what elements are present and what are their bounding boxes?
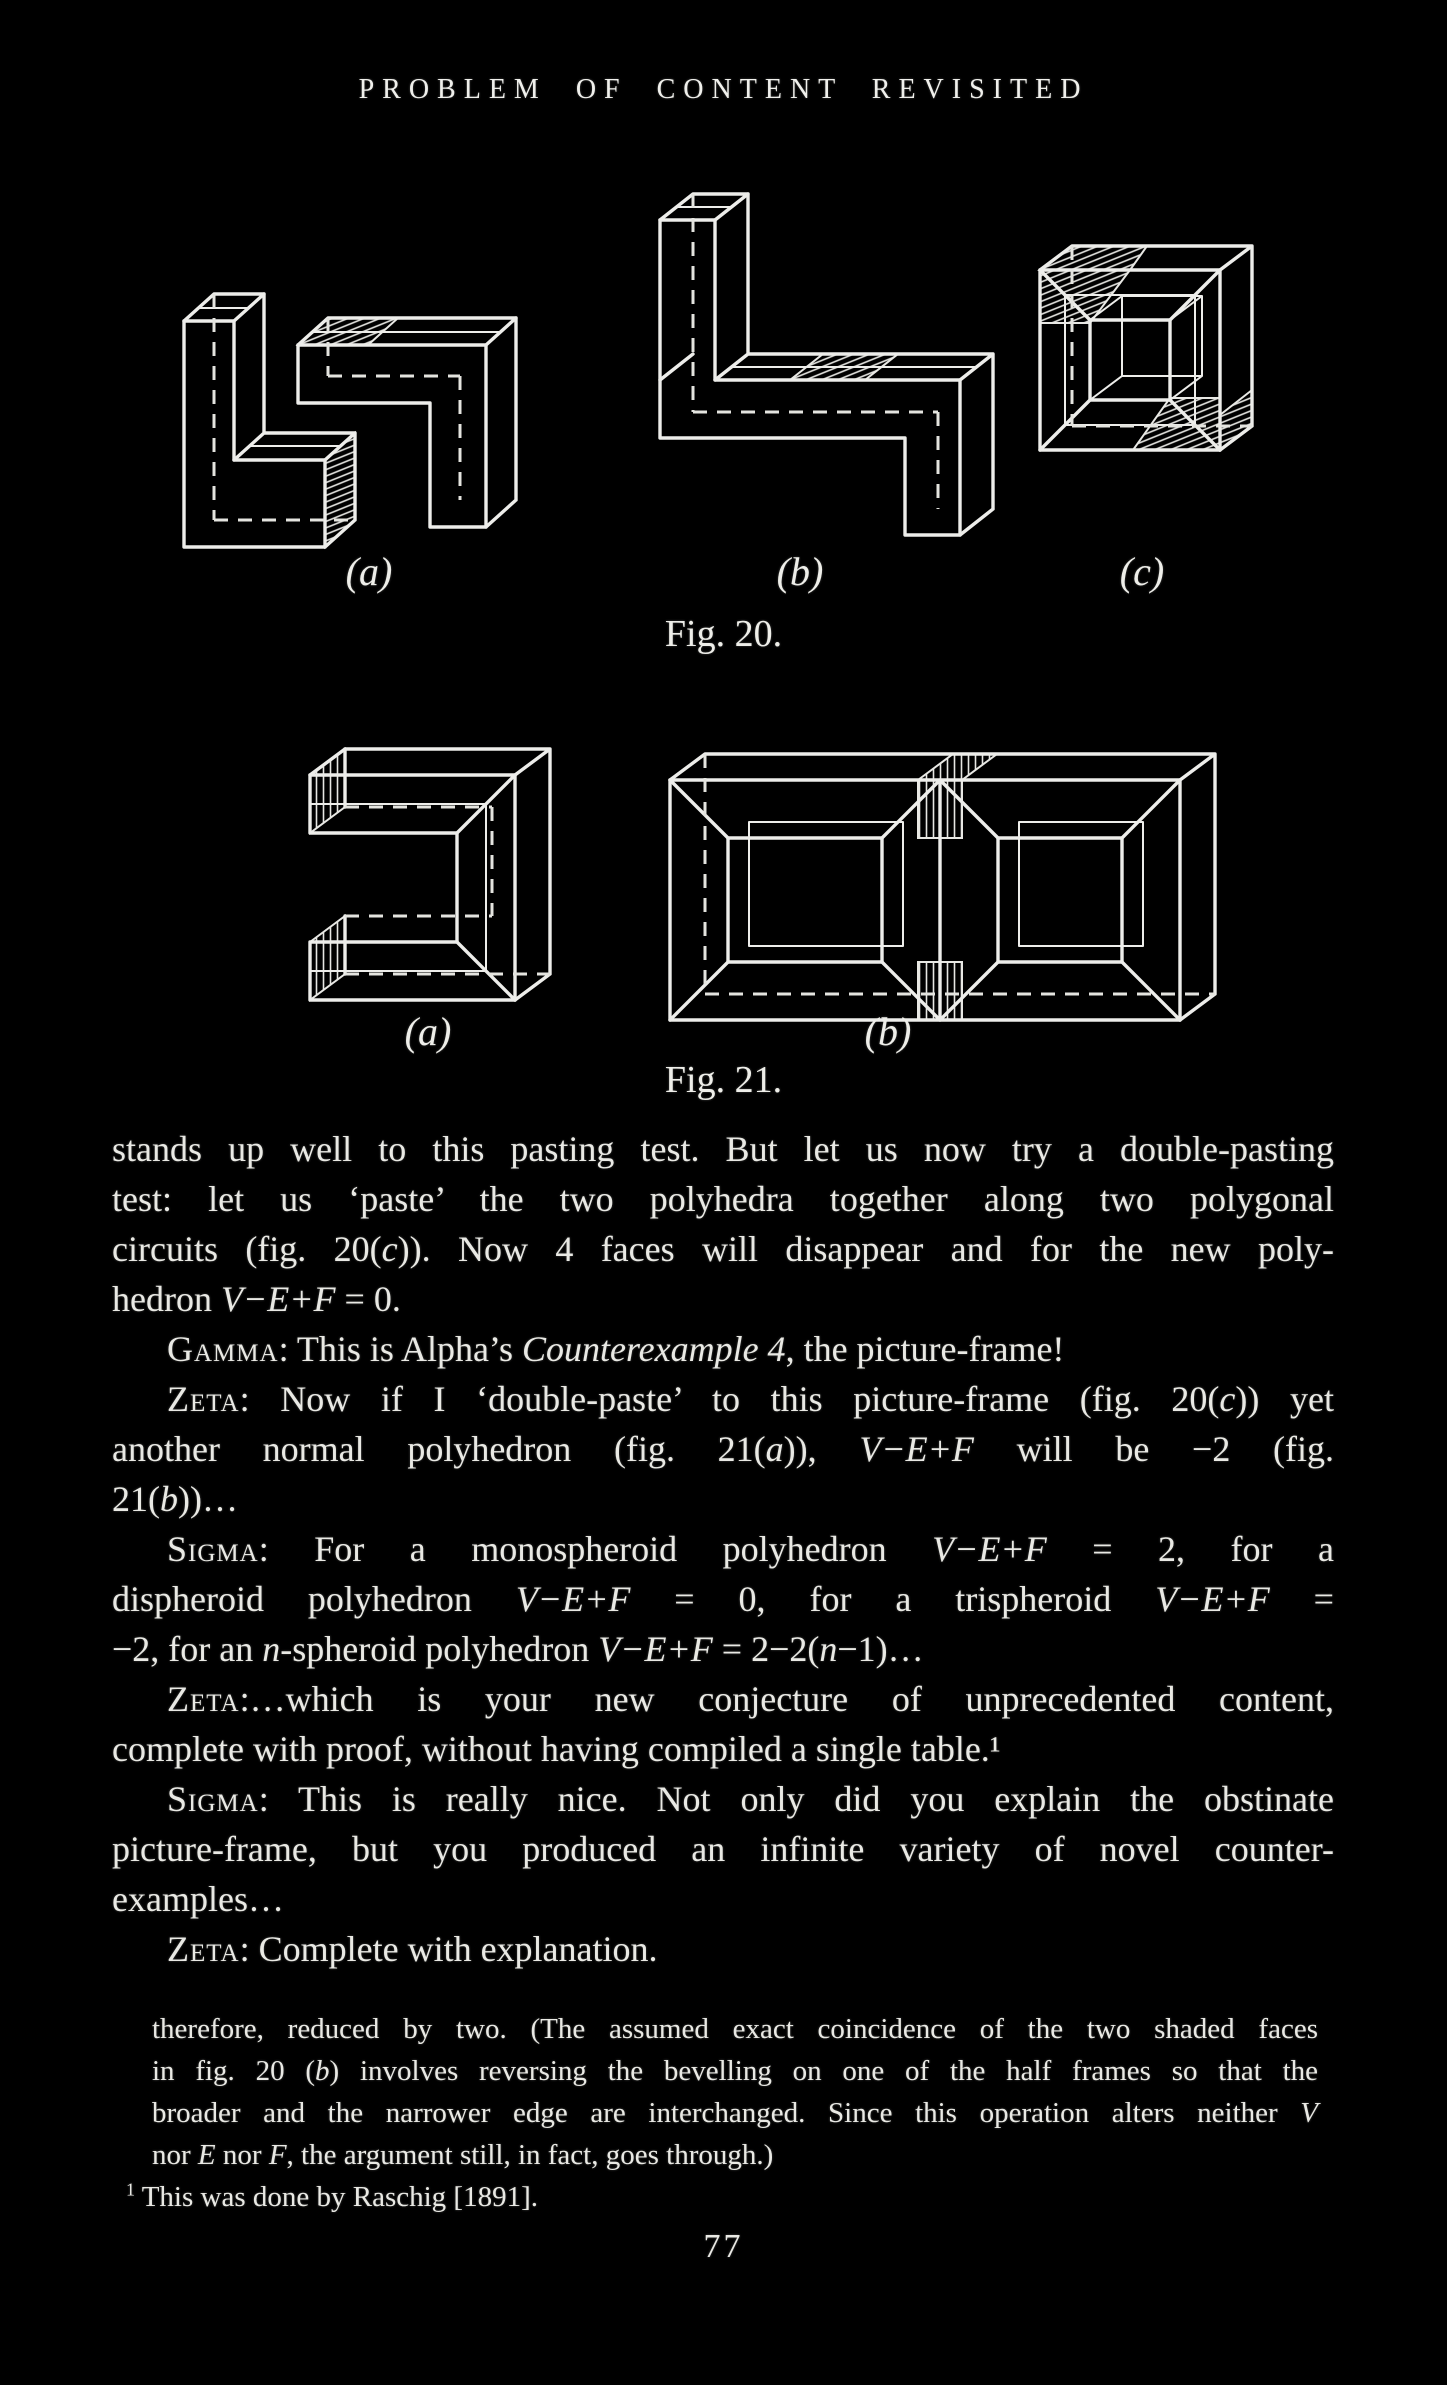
fig20a-half-frames-drawing xyxy=(175,275,535,570)
text-segment: another normal polyhedron (fig. 21( xyxy=(112,1429,766,1469)
running-head: PROBLEM OF CONTENT REVISITED xyxy=(358,74,1089,105)
text-segment: = xyxy=(1269,1579,1334,1619)
text-line xyxy=(112,1374,1334,1424)
text-segment: therefore, reduced by two. (The assumed exact coincidence of the two shaded faces xyxy=(152,2013,1318,2045)
text-segment: circuits (fig. 20( xyxy=(112,1229,382,1269)
text-segment: V−E+F xyxy=(932,1529,1047,1569)
text-segment: a xyxy=(765,1429,784,1469)
text-segment: Sigma xyxy=(167,1529,259,1569)
text-segment: V xyxy=(1300,2097,1318,2129)
text-segment: : For a monospheroid polyhedron xyxy=(258,1529,933,1569)
footnote-line xyxy=(152,2008,1318,2050)
text-segment: c xyxy=(381,1229,398,1269)
text-line xyxy=(112,1324,1334,1374)
fig21-caption: Fig. 21. xyxy=(664,1059,783,1101)
fig20-label-c: (c) xyxy=(1119,549,1165,594)
fig20b-pasted-half-frames-drawing xyxy=(595,190,1015,555)
text-segment: hedron xyxy=(112,1279,221,1319)
text-segment: test: let us ‘paste’ the two polyhedra together along two polygonal xyxy=(112,1179,1334,1219)
text-segment: n xyxy=(262,1629,281,1669)
text-segment: : This is really nice. Not only did you explain the obstinate xyxy=(258,1779,1334,1819)
text-segment: picture-frame, but you produced an infinite variety of novel counter- xyxy=(112,1829,1334,1869)
text-segment: ))… xyxy=(178,1479,238,1519)
text-line xyxy=(112,1774,1334,1824)
text-line xyxy=(112,1724,1334,1774)
fig21-label-b: (b) xyxy=(864,1009,912,1054)
fig20-label-b: (b) xyxy=(776,549,824,594)
text-segment: )). Now 4 faces will disappear and for the new poly- xyxy=(397,1229,1334,1269)
text-segment: Sigma xyxy=(167,1779,259,1819)
fig21-label-a: (a) xyxy=(404,1009,452,1054)
footnote-line xyxy=(126,2176,1318,2218)
text-segment: Zeta xyxy=(167,1379,240,1419)
text-line xyxy=(112,1624,1334,1674)
text-segment: will be −2 (fig. xyxy=(973,1429,1334,1469)
text-segment: in fig. 20 ( xyxy=(152,2055,316,2087)
text-segment: −1)… xyxy=(837,1629,924,1669)
text-segment: = 2, for a xyxy=(1046,1529,1334,1569)
text-segment: nor xyxy=(215,2139,269,2171)
text-segment: )), xyxy=(783,1429,860,1469)
text-segment: : Complete with explanation. xyxy=(239,1929,658,1969)
text-line xyxy=(112,1874,1334,1924)
text-line xyxy=(112,1474,1334,1524)
text-line xyxy=(112,1824,1334,1874)
text-segment: b xyxy=(315,2055,330,2087)
text-segment: :…which is your new conjecture of unprecedented content, xyxy=(239,1679,1334,1719)
text-segment: examples… xyxy=(112,1879,284,1919)
text-line xyxy=(112,1224,1334,1274)
fig21a-bracket-polyhedron-drawing xyxy=(285,715,575,1020)
text-segment: 21( xyxy=(112,1479,160,1519)
text-segment: b xyxy=(160,1479,178,1519)
text-segment: Zeta xyxy=(167,1679,240,1719)
text-segment: V−E+F xyxy=(859,1429,974,1469)
text-segment: -spheroid polyhedron xyxy=(280,1629,599,1669)
footnote-line xyxy=(152,2134,1318,2176)
text-segment: dispheroid polyhedron xyxy=(112,1579,516,1619)
fig20c-picture-frame-drawing xyxy=(1025,240,1275,490)
text-segment: complete with proof, without having compiled a single table.¹ xyxy=(112,1729,1001,1769)
text-segment: Gamma xyxy=(167,1329,279,1369)
text-line xyxy=(112,1924,1334,1974)
text-segment: nor xyxy=(152,2139,198,2171)
text-segment: −2, for an xyxy=(112,1629,263,1669)
text-segment: = 0, for a trispheroid xyxy=(630,1579,1156,1619)
body-text xyxy=(112,1124,1334,1974)
fig20-label-a: (a) xyxy=(345,549,393,594)
text-segment: = 2−2( xyxy=(712,1629,820,1669)
text-segment: E xyxy=(197,2139,216,2171)
page-number: 77 xyxy=(703,2228,744,2265)
text-segment: V−E+F xyxy=(598,1629,713,1669)
text-segment: = 0. xyxy=(335,1279,401,1319)
text-segment: V−E+F xyxy=(220,1279,336,1319)
text-segment: ) involves reversing the bevelling on one of the half frames so that the xyxy=(329,2055,1318,2087)
text-segment: , the argument still, in fact, goes through.) xyxy=(286,2139,774,2171)
text-segment: n xyxy=(819,1629,838,1669)
text-segment: V−E+F xyxy=(515,1579,631,1619)
text-line xyxy=(112,1124,1334,1174)
text-segment: V−E+F xyxy=(1155,1579,1270,1619)
text-segment: Counterexample 4 xyxy=(521,1329,786,1369)
text-segment: : This is Alpha’s xyxy=(278,1329,522,1369)
text-line xyxy=(112,1274,1334,1324)
text-segment: Zeta xyxy=(167,1929,240,1969)
text-segment: : Now if I ‘double-paste’ to this picture-frame (fig. 20( xyxy=(239,1379,1220,1419)
footnote-line xyxy=(152,2092,1318,2134)
text-segment: This was done by Raschig [1891]. xyxy=(134,2181,538,2213)
footnote xyxy=(126,2008,1318,2218)
text-line xyxy=(112,1674,1334,1724)
text-segment: )) yet xyxy=(1235,1379,1334,1419)
text-segment: , the picture-frame! xyxy=(785,1329,1065,1369)
text-segment: stands up well to this pasting test. But let us now try a double-pasting xyxy=(112,1129,1334,1169)
text-segment: broader and the narrower edge are interchanged. Since this operation alters neither xyxy=(152,2097,1301,2129)
fig21b-double-picture-frame-drawing xyxy=(650,730,1250,1040)
text-line xyxy=(112,1524,1334,1574)
text-segment: F xyxy=(268,2139,287,2171)
text-line xyxy=(112,1174,1334,1224)
text-segment: 1 xyxy=(126,2179,135,2200)
text-line xyxy=(112,1424,1334,1474)
fig20-caption: Fig. 20. xyxy=(664,613,783,655)
text-segment: c xyxy=(1219,1379,1236,1419)
text-line xyxy=(112,1574,1334,1624)
footnote-line xyxy=(152,2050,1318,2092)
